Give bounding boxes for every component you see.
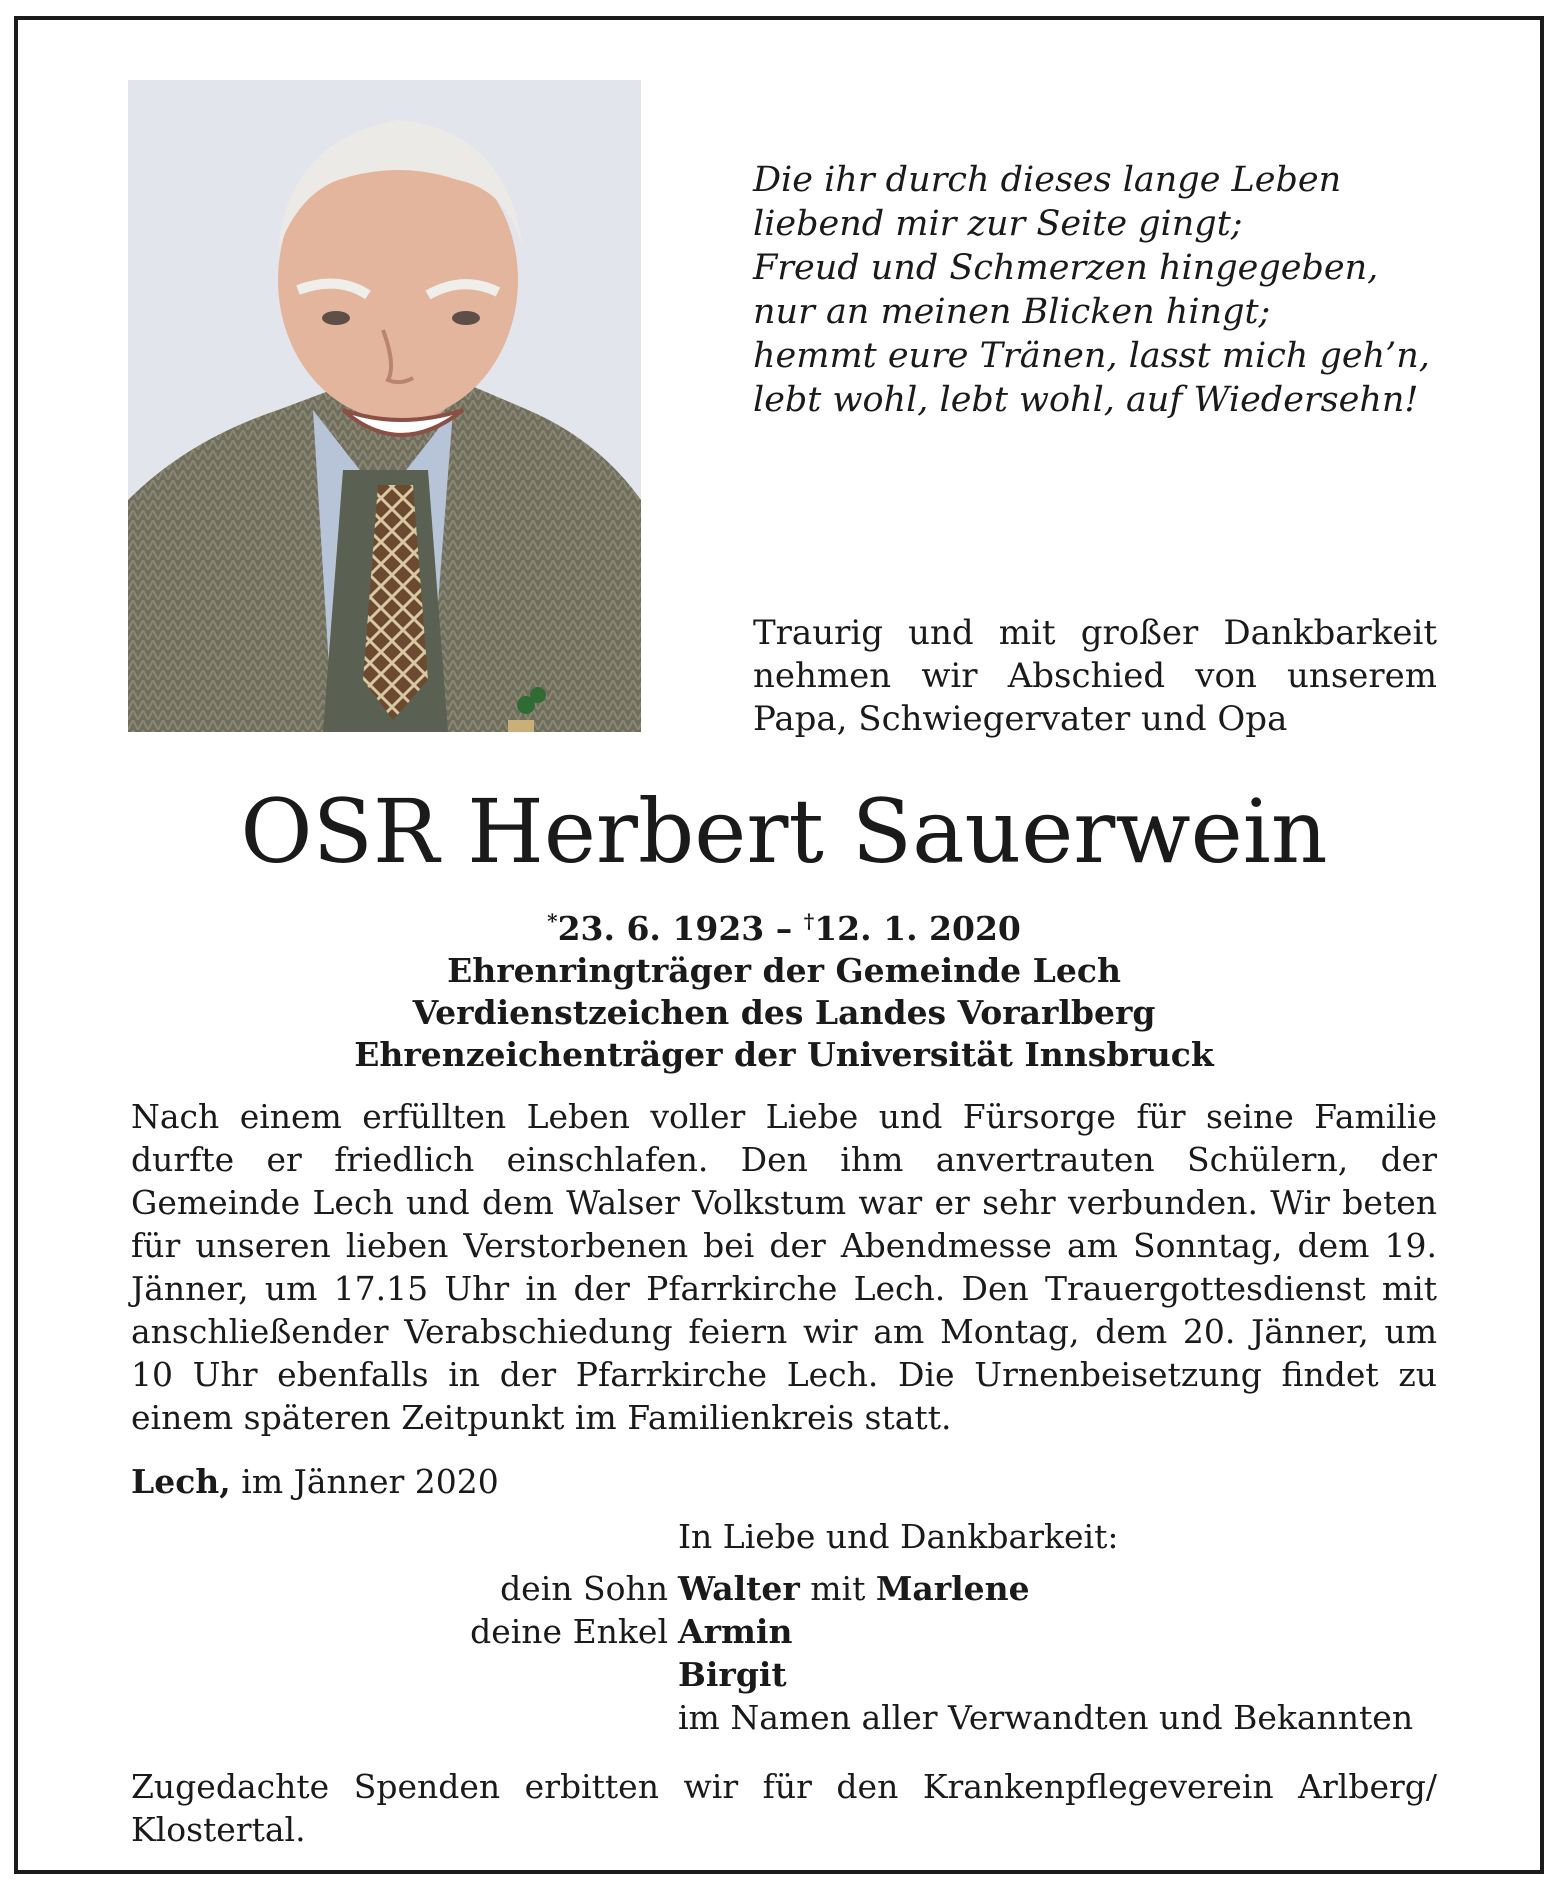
grandchild-1-name: Armin	[678, 1612, 793, 1651]
deceased-name: OSR Herbert Sauerwein	[240, 780, 1328, 883]
obituary-body: Nach einem erfüllten Leben voller Liebe und Fürsorge für seine Familie durfte er friedlich einschlafen. Den ihm anvertrauten Schülern, der Gemeinde Lech und dem Walser Volkstum war er sehr verbunden. Wir beten für unseren lieben Verstorbenen bei der Abendmesse am Sonntag, dem 19. Jänner, um 17.15 Uhr in der Pfarrkirche Lech. Den Trauergottesdienst mit anschließender Verabschiedung feiern wir am Montag, dem 20. Jänner, um 10 Uhr ebenfalls in der Pfarrkirche Lech. Die Urnenbeisetzung findet zu einem späteren Zeitpunkt im Familienkreis statt.	[131, 1097, 1437, 1437]
family-row-grandchild-2	[0, 1653, 1568, 1696]
son-names	[678, 1567, 1030, 1610]
family-row-son	[0, 1567, 1568, 1610]
intro-text: Traurig und mit großer Dankbarkeit nehmen wir Abschied von unserem Papa, Schwiegervater und Opa	[753, 613, 1437, 739]
place-city: Lech,	[131, 1462, 231, 1501]
honor-line: Verdienstzeichen des Landes Vorarlberg	[412, 993, 1156, 1032]
family-row-relatives	[0, 1696, 1568, 1739]
son-conj: mit	[799, 1569, 876, 1608]
family-row-grandchildren	[0, 1610, 1568, 1653]
birth-symbol: *	[547, 909, 558, 933]
place-date	[131, 1460, 499, 1503]
place-date-text: im Jänner 2020	[230, 1462, 499, 1501]
poem-line: Die ihr durch dieses lange Leben	[753, 160, 1342, 200]
poem-line: lebt wohl, lebt wohl, auf Wiedersehn!	[753, 380, 1419, 420]
date-separator: –	[764, 909, 804, 948]
poem-line: hemmt eure Tränen, lasst mich geh’n,	[753, 336, 1430, 376]
son-name: Walter	[678, 1569, 800, 1608]
closing-thanks: In Liebe und Dankbarkeit:	[678, 1517, 1119, 1556]
birth-date: 23. 6. 1923	[557, 909, 765, 948]
honors-block	[0, 900, 1568, 1076]
grandchildren-label: deine Enkel	[470, 1612, 668, 1651]
poem-line: liebend mir zur Seite gingt;	[753, 204, 1243, 244]
grandchild-2	[678, 1653, 787, 1696]
life-dates	[0, 900, 1568, 950]
son-label: dein Sohn	[500, 1569, 668, 1608]
death-symbol: †	[803, 909, 815, 933]
son-partner: Marlene	[875, 1569, 1030, 1608]
donation-note: Zugedachte Spenden erbitten wir für den Krankenpflegeverein Arlberg/ Klostertal.	[131, 1767, 1437, 1849]
relatives-text: im Namen aller Verwandten und Bekannten	[678, 1698, 1414, 1737]
poem-line: Freud und Schmerzen hingegeben,	[753, 248, 1379, 288]
poem	[753, 158, 1473, 422]
honor-line: Ehrenzeichenträger der Universität Innsbruck	[354, 1035, 1214, 1074]
grandchild-1	[678, 1610, 792, 1653]
death-date: 12. 1. 2020	[814, 909, 1021, 948]
portrait-photo	[128, 80, 641, 732]
grandchild-2-name: Birgit	[678, 1655, 787, 1694]
honor-line: Ehrenringträger der Gemeinde Lech	[447, 951, 1121, 990]
poem-line: nur an meinen Blicken hingt;	[753, 292, 1271, 332]
